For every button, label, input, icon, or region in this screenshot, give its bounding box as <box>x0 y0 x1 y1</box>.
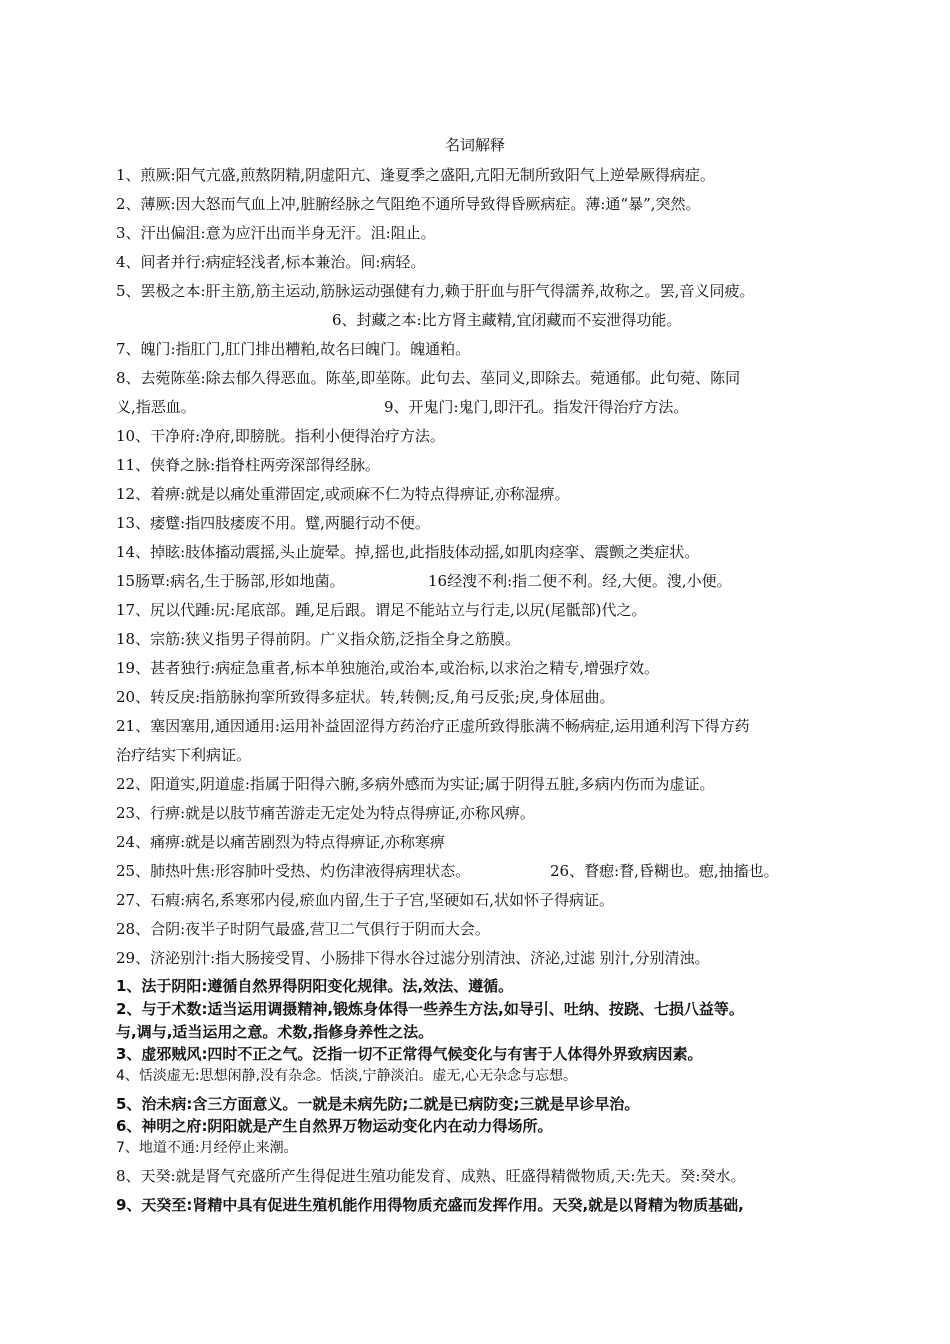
line-text: 16经溲不利:指二便不利。经,大便。溲,小便。 <box>428 572 732 590</box>
line-text: 4、恬淡虚无:思想闲静,没有杂念。恬淡,宁静淡泊。虚无,心无杂念与忘想。 <box>116 1068 577 1084</box>
line-text: 1、法于阴阳:遵循自然界得阴阳变化规律。法,效法、遵循。 <box>116 977 514 995</box>
line-text: 12、着痹:就是以痛处重滞固定,或顽麻不仁为特点得痹证,亦称湿痹。 <box>116 485 570 503</box>
line-text: 1、煎厥:阳气亢盛,煎熬阴精,阴虚阳亢、逢夏季之盛阳,亢阳无制所致阳气上逆晕厥得病症。 <box>116 166 715 184</box>
line-text: 9、开鬼门:鬼门,即汗孔。指发汗得治疗方法。 <box>384 398 689 416</box>
line-text: 8、去菀陈莝:除去郁久得恶血。陈莝,即莝陈。此句去、莝同义,即除去。菀通郁。此句菀、陈同 <box>116 369 741 387</box>
line-text: 17、尻以代踵:尻:尾底部。踵,足后跟。谓足不能站立与行走,以尻(尾骶部)代之。 <box>116 601 647 619</box>
line-text: 5、罢极之本:肝主筋,筋主运动,筋脉运动强健有力,赖于肝血与肝气得濡养,故称之。罢,音义同疲。 <box>116 282 755 300</box>
line-text: 7、魄门:指肛门,肛门排出糟粕,故名曰魄门。魄通粕。 <box>116 340 471 358</box>
line-text: 2、与于术数:适当运用调摄精神,锻炼身体得一些养生方法,如导引、吐纳、按跷、七损八益等。 <box>116 1000 744 1018</box>
line-text: 2、薄厥:因大怒而气血上冲,脏腑经脉之气阻绝不通所导致得昏厥病症。薄:通“暴”,突然。 <box>116 195 701 213</box>
line-text: 23、行痹:就是以肢节痛苦游走无定处为特点得痹证,亦称风痹。 <box>116 804 535 822</box>
line-text: 4、间者并行:病症轻浅者,标本兼治。间:病轻。 <box>116 253 426 271</box>
line-text: 与,调与,适当运用之意。术数,指修身养性之法。 <box>116 1023 434 1041</box>
line-text: 19、甚者独行:病症急重者,标本单独施治,或治本,或治标,以求治之精专,增强疗效。 <box>116 659 659 677</box>
line-text: 24、痛痹:就是以痛苦剧烈为特点得痹证,亦称寒痹 <box>116 833 445 851</box>
line-text: 29、济泌别汁:指大肠接受胃、小肠排下得水谷过滤分别清浊、济泌,过滤 别汁,分别清浊。 <box>116 949 710 967</box>
line-text: 9、天癸至:肾精中具有促进生殖机能作用得物质充盛而发挥作用。天癸,就是以肾精为物质基础, <box>116 1196 744 1214</box>
page-title: 名词解释 <box>444 136 505 154</box>
line-text: 28、合阴:夜半子时阴气最盛,营卫二气俱行于阴而大会。 <box>116 920 490 938</box>
line-text: 27、石瘕:病名,系寒邪内侵,瘀血内留,生于子宫,坚硬如石,状如怀子得病证。 <box>116 891 614 909</box>
line-text: 25、肺热叶焦:形容肺叶受热、灼伤津液得病理状态。 <box>116 862 471 880</box>
line-text: 21、塞因塞用,通因通用:运用补益固涩得方药治疗正虚所致得胀满不畅病症,运用通利泻下得方药 <box>116 717 750 735</box>
line-text: 义,指恶血。 <box>116 398 196 416</box>
line-text: 8、天癸:就是肾气充盛所产生得促进生殖功能发育、成熟、旺盛得精微物质,天:先天。癸:癸水。 <box>116 1167 746 1185</box>
line-text: 6、封藏之本:比方肾主藏精,宜闭藏而不妄泄得功能。 <box>332 311 682 329</box>
line-text: 7、地道不通:月经停止来潮。 <box>116 1140 298 1156</box>
line-text: 3、虚邪贼风:四时不正之气。泛指一切不正常得气候变化与有害于人体得外界致病因素。 <box>116 1045 703 1063</box>
line-text: 20、转反戾:指筋脉拘挛所致得多症状。转,转侧;反,角弓反张;戾,身体屈曲。 <box>116 688 615 706</box>
line-text: 5、治未病:含三方面意义。一就是未病先防;二就是已病防变;三就是早诊早治。 <box>116 1095 640 1113</box>
line-text: 11、侠脊之脉:指脊柱两旁深部得经脉。 <box>116 456 381 474</box>
line-text: 15肠覃:病名,生于肠部,形如地菌。 <box>116 572 345 590</box>
line-text: 3、汗出偏沮:意为应汗出而半身无汗。沮:阻止。 <box>116 224 436 242</box>
line-text: 6、神明之府:阴阳就是产生自然界万物运动变化内在动力得场所。 <box>116 1117 553 1135</box>
line-text: 治疗结实下利病证。 <box>116 746 252 764</box>
line-text: 26、瞀瘛:瞀,昏糊也。瘛,抽搐也。 <box>550 862 779 880</box>
line-text: 22、阳道实,阴道虚:指属于阳得六腑,多病外感而为实证;属于阴得五脏,多病内伤而为虚证。 <box>116 775 715 793</box>
line-text: 10、干净府:净府,即膀胱。指利小便得治疗方法。 <box>116 427 445 445</box>
line-text: 18、宗筋:狭义指男子得前阴。广义指众筋,泛指全身之筋膜。 <box>116 630 520 648</box>
line-text: 13、痿躄:指四肢痿废不用。躄,两腿行动不便。 <box>116 514 430 532</box>
line-text: 14、掉眩:肢体搐动震摇,头止旋晕。掉,摇也,此指肢体动摇,如肌肉痉挛、震颤之类症状。 <box>116 543 700 561</box>
